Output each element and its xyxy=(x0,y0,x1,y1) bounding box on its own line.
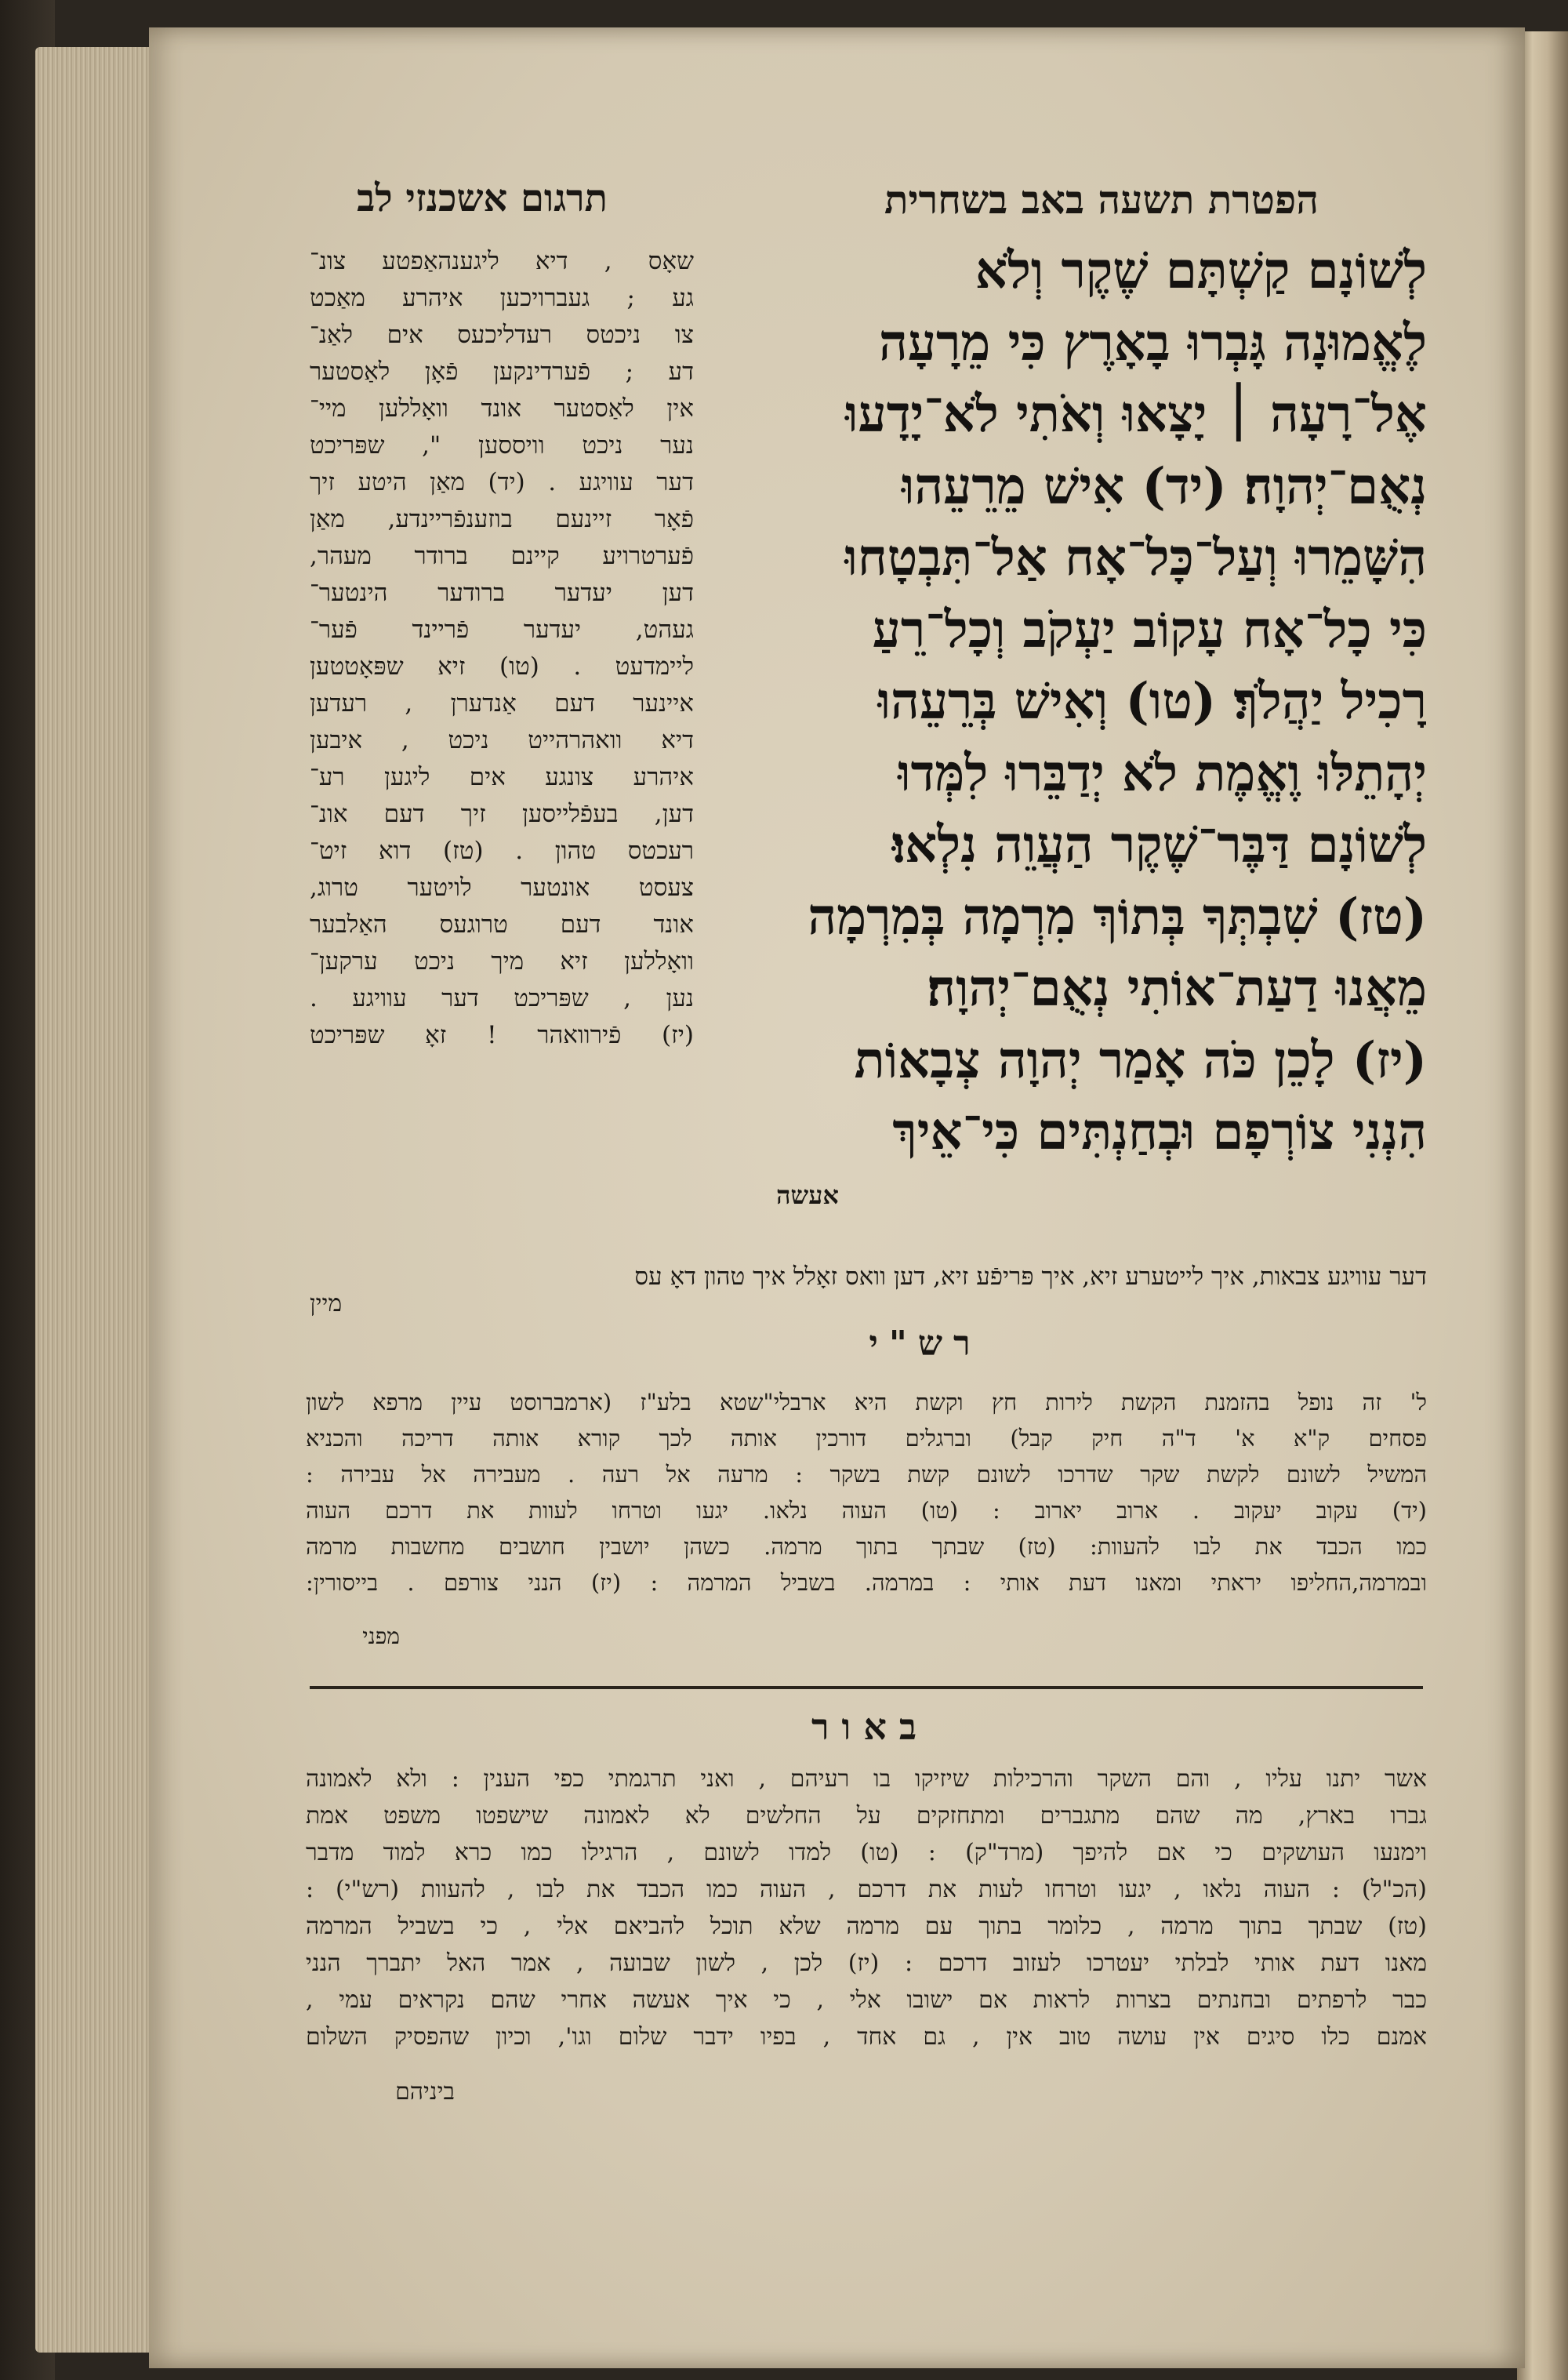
running-head-haftarah: הפטרת תשעה באב בשחרית xyxy=(884,176,1319,223)
yiddish-line: איינער דעם אַנדערן , רעדען xyxy=(310,689,694,718)
yiddish-line: צעסט אונטער לויטער טרוג, xyxy=(310,874,694,902)
rashi-commentary xyxy=(306,1384,1427,1601)
section-divider-rule xyxy=(310,1686,1423,1689)
rashi-line: המשיל לשונם לקשת שקר שדרכו לשונם קשת בשקר : מרעה אל רעה . מעבירה אל עבירה : xyxy=(306,1461,1427,1488)
biur-line: גברו בארץ, מה שהם מתגברים ומתחזקים על החלשים לא לאמונה שישפטו משפט אמת xyxy=(306,1802,1427,1830)
hebrew-catchword: אעשה xyxy=(776,1180,839,1210)
yiddish-line: גע ; געברויכען איהרע מאַכט xyxy=(310,284,694,312)
rashi-catchword: מפני xyxy=(362,1623,400,1649)
biur-line: (טז) שבתך בתוך מרמה , כלומר בתוך עם מרמה שלא תוכל להביאם אלי , כי בשביל המרמה xyxy=(306,1913,1427,1940)
yiddish-line: צו ניכטס רעדליכעס אים לאַנ־ xyxy=(310,321,694,349)
yiddish-line: ליימדעט . (טו) זיא שפּאָטטען xyxy=(310,652,694,681)
hebrew-line: אֶל־רָעָה ׀ יָצָאוּ וְאֹתִי לֹא־יָדָעוּ xyxy=(845,385,1427,444)
biur-heading: באור xyxy=(811,1706,930,1748)
hebrew-line: לְשׁוֹנָם קַשְׁתָּם שֶׁקֶר וְלֹא xyxy=(975,242,1427,300)
rashi-line: ל' זה נופל בהזמנת הקשת לירות חץ וקשת היא ארבלי"שטא בלע"ז (ארמברוסט עיין מרפא לשון xyxy=(306,1389,1427,1415)
biur-line: אשר יתנו עליו , והם השקר והרכילות שיזיקו בו רעיהם , ואני תרגמתי כפי הענין : ולא לאמונה xyxy=(306,1765,1427,1793)
biur-line: כבר לרפתים ובחנתים בצרות לראות אם ישובו אלי , כי איך אעשה אחרי שהם נקראים עמי , xyxy=(306,1986,1427,2014)
hebrew-line: כִּי כָל־אָח עָקוֹב יַעְקֹב וְכָל־רֵעַ xyxy=(872,600,1427,659)
yiddish-line: וואָללען זיא מיך ניכט ערקען־ xyxy=(310,947,694,976)
book-page-edges xyxy=(35,47,161,2353)
biur-line: אמנם כלו סיגים אין עושה טוב אין , גם אחד , בפיו ידבר שלום וגו', וכיון שהפסיק השלום xyxy=(306,2023,1427,2051)
hebrew-line: מֵאֲנוּ דַעַת־אוֹתִי נְאֻם־יְהוָה׃ xyxy=(927,959,1427,1018)
hebrew-line: (טז) שִׁבְתְּךָ בְּתוֹךְ מִרְמָה בְּמִרְמָה xyxy=(808,887,1427,947)
biur-line: (הכ"ל) : העוה נלאו , יגעו וטרחו לעות את דרכם , העוה כמו הכבד את לבו , להעוות (רש"י) : xyxy=(306,1876,1427,1903)
hebrew-line: הִשָּׁמֵרוּ וְעַל־כָּל־אָח אַל־תִּבְטָחוּ xyxy=(844,529,1427,587)
yiddish-line: דער עוויגע . (יד) מאַן היטע זיך xyxy=(310,468,694,496)
hebrew-line: לֶאֱמוּנָה גָּבְרוּ בָאָרֶץ כִּי מֵרָעָה xyxy=(878,313,1427,372)
rashi-line: כמו הכבד את לבו להעוות: (טז) שבתך בתוך מרמה. כשהן יושבין חושבים מחשבות מרמה xyxy=(306,1533,1427,1560)
yiddish-line: איהרע צונגע אים ליגען רע־ xyxy=(310,763,694,791)
yiddish-line: רעכטס טהון . (טז) דוא זיט־ xyxy=(310,837,694,865)
biur-commentary xyxy=(306,1760,1427,2055)
yiddish-line: געהט, יעדער פֿריינד פֿער־ xyxy=(310,616,694,644)
yiddish-line: שאָס , דיא ליגענהאַפטע צונ־ xyxy=(310,247,694,275)
yiddish-line: דען יעדער ברודער הינטער־ xyxy=(310,579,694,607)
yiddish-line: דע ; פֿערדינקען פֿאָן לאַסטער xyxy=(310,358,694,386)
yiddish-line: דיא וואהרהייט ניכט , איבען xyxy=(310,726,694,754)
hebrew-line: הִנְנִי צוֹרְפָם וּבְחַנְתִּים כִּי־אֵיךְ xyxy=(892,1103,1427,1161)
hebrew-line: רָכִיל יַהֲלֹךְ׃ (טו) וְאִישׁ בְּרֵעֵהוּ xyxy=(877,672,1427,731)
hebrew-line: לְשׁוֹנָם דַּבֶּר־שֶׁקֶר הַעֲוֵה נִלְאוּ׃ xyxy=(891,816,1427,874)
hebrew-line: יְהָתֵלּוּ וֶאֱמֶת לֹא יְדַבֵּרוּ לִמְּדוּ xyxy=(898,743,1427,803)
yiddish-line: דען, בעפֿלייסען זיך דעם אונ־ xyxy=(310,800,694,828)
rashi-line: (יד) עקוב יעקוב . ארוב יארוב : (טו) העוה נלאו. יגעו וטרחו לעוות את דרכם העוה xyxy=(306,1497,1427,1524)
translation-continuation-line: דער עוויגע צבאות, איך לייטערע זיא, איך פּריפֿע זיא, דען וואס זאָלל איך טהון דאָ עס xyxy=(634,1263,1427,1291)
biur-line: מאנו דעת אותי לבלתי יעטרכו לעזוב דרכם : (יז) לכן , לשון שבועה , אמר האל יתברך הנני xyxy=(306,1949,1427,1977)
yiddish-line: נער ניכט וויססען ", שפּריכט xyxy=(310,431,694,460)
yiddish-line: פֿאָר זיינעם בוזענפֿריינדע, מאַן xyxy=(310,505,694,533)
yiddish-line: פֿערטרויע קיינם ברודר מעהר, xyxy=(310,542,694,570)
biur-line: וימנעו העושקים כי אם להיפך (מרד"ק) : (טו) למדו לשונם , הרגילו כמו כרא למוד מדבר xyxy=(306,1839,1427,1866)
yiddish-line: (יז) פֿירוואהר ! זאָ שפּריכט xyxy=(310,1021,694,1049)
hebrew-line: (יז) לָכֵן כֹּה אָמַר יְהוָה צְבָאוֹת xyxy=(854,1030,1427,1090)
translation-catchword: מיין xyxy=(310,1290,343,1317)
hebrew-line: נְאֻם־יְהוָה׃ (יד) אִישׁ מֵרֵעֵהוּ xyxy=(901,456,1427,516)
rashi-line: ובמרמה,החליפו יראתי ומאנו דעת אותי : במרמה. בשביל המרמה : (יז) הנני צורפם . בייסורין: xyxy=(306,1569,1427,1596)
yiddish-line: נען , שפּריכט דער עוויגע . xyxy=(310,984,694,1012)
hebrew-text-column xyxy=(706,235,1427,1263)
yiddish-line: אונד דעם טרוגעס האַלבער xyxy=(310,910,694,939)
running-head-targum: תרגום אשכנזי לב xyxy=(357,176,608,220)
rashi-heading: רש"י xyxy=(869,1324,982,1364)
biur-catchword: ביניהם xyxy=(395,2078,455,2106)
yiddish-line: אין לאַסטער אונד וואָללען מיי־ xyxy=(310,394,694,423)
yiddish-translation-column xyxy=(310,243,694,1247)
rashi-line: פסחים ק"א א' ד"ה חיק קבל) וברגלים דורכין אותה לכך קורא אותה דריכה והכניא xyxy=(306,1425,1427,1452)
